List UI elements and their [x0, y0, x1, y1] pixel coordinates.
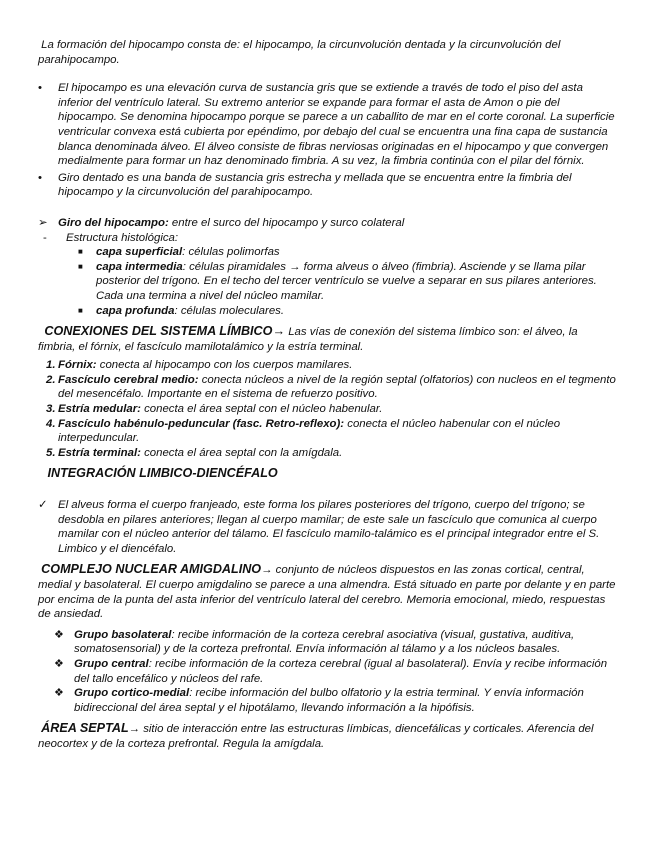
list-item: 4. Fascículo habénulo-peduncular (fasc. Retro-reflexo): conecta el núcleo habenular con el núcleo interpeduncular. [46, 417, 561, 445]
bullet-icon: • [38, 171, 42, 184]
integracion-heading: INTEGRACIÓN LIMBICO-DIENCÉFALO [47, 466, 278, 481]
list-item: 2. Fascículo cerebral medio: conecta núcleos a nivel de la región septal (olfatorios) con nucleos en el tegmento del mesencéfalo. Importante en el sistema de refuerzo positivo. [46, 373, 616, 401]
arrowhead-icon: ➢ [38, 216, 48, 229]
list-item: ❖ Grupo central: recibe información de la corteza cerebral (igual al basolateral). Envía y recibe información del tallo encefálico y núcleos del rafe. [54, 657, 608, 685]
arrow-icon: → [261, 564, 273, 577]
list-item: 1. Fórnix: conecta al hipocampo con los cuerpos mamilares. [46, 359, 353, 372]
septal-section: ÁREA SEPTAL→ sitio de interacción entre las estructuras límbicas, diencefálicas y corticales. Aferencia del neocortex y de la corteza prefrontal. Regula la amígdala. [38, 721, 594, 750]
square-bullet-icon: ■ [78, 261, 83, 271]
layer-item: ■ capa profunda: células moleculares. [78, 304, 285, 317]
list-item: ❖ Grupo cortico-medial: recibe información del bulbo olfatorio y la estria terminal. Y envía información bidireccional del área septal y el hipotálamo, llevando información a la hipófisis. [54, 687, 584, 714]
list-item: 5. Estría terminal: conecta el área septal con la amígdala. [46, 446, 343, 459]
diamond-icon: ❖ [54, 657, 64, 670]
check-icon: ✓ [38, 499, 48, 512]
giro-hipocampo-item: ➢ Giro del hipocampo: entre el surco del hipocampo y surco colateral [38, 216, 405, 229]
conexiones-section: CONEXIONES DEL SISTEMA LÍMBICO→ Las vías de conexión del sistema límbico son: el álveo, la fimbria, el fórnix, el fascículo mamilotalámico y la estría terminal. [38, 324, 578, 353]
square-bullet-icon: ■ [78, 305, 83, 315]
layer-item: ■ capa superficial: células polimorfas [78, 246, 280, 259]
conexiones-heading: CONEXIONES DEL SISTEMA LÍMBICO [44, 324, 273, 339]
arrow-icon: → [272, 324, 286, 339]
bullet-item-hipocampo: • El hipocampo es una elevación curva de sustancia gris que se extiende a través de todo el piso del asta inferior del ventrículo lateral. Su extremo anterior se expande para formar el asta de Amon o pie del hipocampo. Se denomina hipocampo porque se parece a un caballito de mar en el corte coronal. La superficie ventricular convexa está cubierta por epéndimo, por debajo del cual se encuentra una fina capa de sustancia blanca denominada álveo. El álveo consiste de fibras nerviosas originadas en el hipocampo y que convergen medialmente para formar un haz denominado fimbria. A su vez, la fimbria continúa con el pilar del fórnix. [38, 82, 615, 168]
document-page [38, 38, 618, 752]
diamond-icon: ❖ [54, 687, 64, 700]
bullet-item-giro-dentado: • Giro dentado es una banda de sustancia gris estrecha y mellada que se encuentra entre la fimbria del hipocampo y la circunvolución del parahipocampo. [38, 171, 572, 199]
amigdala-groups [38, 628, 618, 716]
layer-item: ■ capa intermedia: células piramidales → forma alveus o álveo (fimbria). Asciende y se llama pilar posterior del trígono. En el techo del tercer ventrículo se vuelve a separar en sus pilares anteriores. Cada una termina a nivel del núcleo mamilar. [78, 260, 597, 302]
giro-term: Giro del hipocampo: [58, 216, 169, 229]
list-item: ❖ Grupo basolateral: recibe información de la corteza cerebral asociativa (visual, gustativa, auditiva, somatosensorial) y de la corteza prefrontal. Envía información al tálamo y a los núcleos basales. [54, 628, 575, 656]
integracion-item: ✓ El alveus forma el cuerpo franjeado, este forma los pilares posteriores del trígono, cuerpo del trígono; se desdobla en pilares anteriores; llegan al cuerpo mamilar; de este sale un fascículo que comunica al cuerpo mamilar con el núcleo anterior del tálamo. El fascículo mamilo-talámico es el principal integrador entre el S. Limbico y el diencéfalo. [38, 499, 600, 555]
conexiones-list [38, 358, 618, 460]
septal-heading: ÁREA SEPTAL [41, 721, 129, 736]
intro-paragraph: La formación del hipocampo consta de: el hipocampo, la circunvolución dentada y la circunvolución del parahipocampo. [38, 39, 561, 66]
estructura-histologica: - Estructura histológica: [43, 231, 179, 244]
complejo-section: COMPLEJO NUCLEAR AMIGDALINO→ conjunto de núcleos dispuestos en las zonas cortical, central, medial y basolateral. El cuerpo amigdalino se parece a una almendra. Está situado en parte por delante y en parte por encima de la punta del asta inferior del ventrículo lateral del cerebro. Memoria emocional, miedo, respuestas de ansiedad. [38, 562, 616, 621]
bullet-icon: • [38, 82, 42, 95]
square-bullet-icon: ■ [78, 247, 83, 257]
list-item: 3. Estría medular: conecta el área septal con el núcleo habenular. [46, 403, 383, 416]
diamond-icon: ❖ [54, 628, 64, 641]
arrow-icon: → [128, 723, 141, 736]
complejo-heading: COMPLEJO NUCLEAR AMIGDALINO [41, 562, 262, 577]
dash-icon: - [43, 231, 47, 244]
